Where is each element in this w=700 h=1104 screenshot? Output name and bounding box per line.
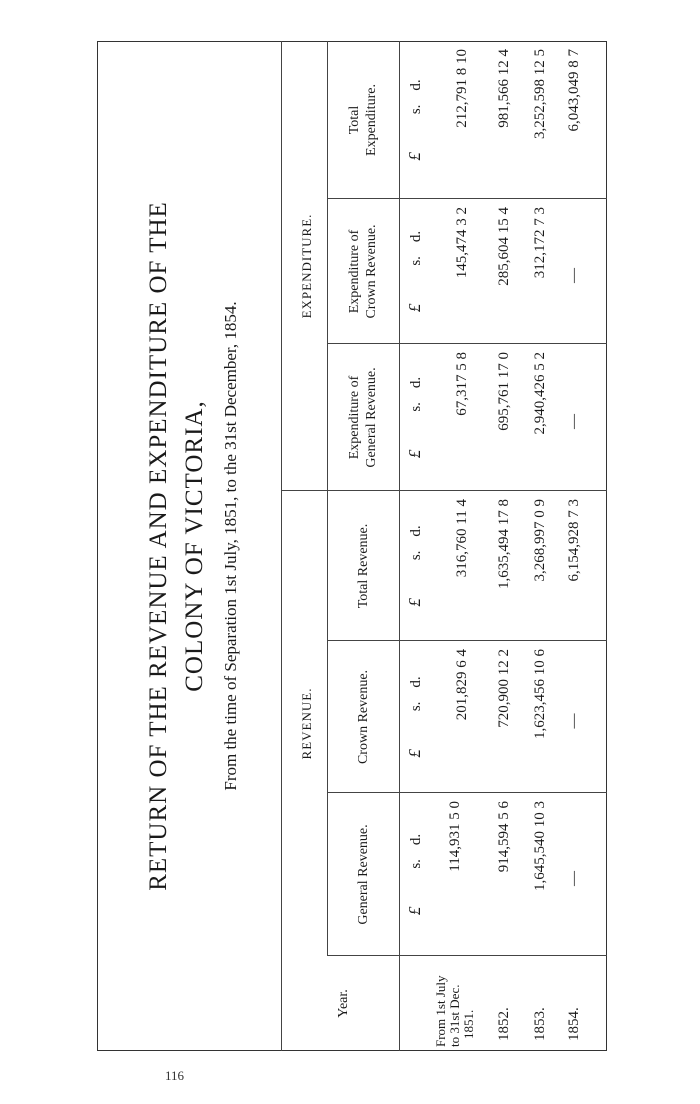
cell-total-expenditure: 3,252,598 12 5 xyxy=(532,49,548,139)
units-exp-general: £s.d. xyxy=(405,376,424,459)
cell-exp-general: — xyxy=(566,414,582,429)
cell-crown-revenue: 720,900 12 2 xyxy=(496,649,512,728)
group-expenditure: EXPENDITURE. xyxy=(299,213,314,319)
cell-exp-crown: — xyxy=(566,268,582,283)
cell-crown-revenue: 1,623,456 10 6 xyxy=(532,649,548,739)
year-cell-1853: 1853. xyxy=(532,1007,548,1041)
cell-general-revenue: 114,931 5 0 xyxy=(447,801,463,872)
cell-total-expenditure: 981,566 12 4 xyxy=(496,49,512,128)
cell-total-revenue: 1,635,494 17 8 xyxy=(496,499,512,589)
units-general-revenue: £s.d. xyxy=(405,833,424,916)
title-line-2: COLONY OF VICTORIA, xyxy=(181,400,208,692)
rule-below-title xyxy=(281,41,282,1051)
subtitle: From the time of Separation 1st July, 1851, to the 31st December, 1854. xyxy=(221,301,240,791)
header-total-revenue: Total Revenue. xyxy=(355,523,371,609)
page-number: 116 xyxy=(165,1068,185,1083)
header-general-revenue: General Revenue. xyxy=(355,824,371,925)
cell-exp-crown: 145,474 3 2 xyxy=(454,207,470,279)
header-exp-crown: Expenditure of Crown Revenue. xyxy=(347,224,379,319)
cell-crown-revenue: — xyxy=(566,713,582,729)
group-revenue: REVENUE. xyxy=(299,687,314,760)
year-cell-1854: 1854. xyxy=(566,1007,582,1041)
cell-general-revenue: — xyxy=(566,871,582,886)
header-crown-revenue: Crown Revenue. xyxy=(355,669,371,765)
cell-exp-general: 2,940,426 5 2 xyxy=(532,352,548,435)
cell-exp-crown: 285,604 15 4 xyxy=(496,207,512,286)
cell-crown-revenue: 201,829 6 4 xyxy=(454,649,470,721)
cell-total-expenditure: 6,043,049 8 7 xyxy=(566,49,582,132)
cell-total-expenditure: 212,791 8 10 xyxy=(454,49,470,128)
cell-exp-general: 695,761 17 0 xyxy=(496,352,512,431)
units-total-expenditure: £s.d. xyxy=(405,79,424,161)
cell-total-revenue: 316,760 11 4 xyxy=(454,499,470,578)
cell-general-revenue: 1,645,540 10 3 xyxy=(532,801,548,891)
rotated-table-page xyxy=(97,41,607,1051)
header-year: Year. xyxy=(335,989,351,1018)
units-total-revenue: £s.d. xyxy=(405,525,424,607)
cell-general-revenue: 914,594 5 6 xyxy=(496,801,512,873)
units-crown-revenue: £s.d. xyxy=(405,676,424,758)
header-total-expenditure: Total Expenditure. xyxy=(347,84,379,156)
cell-total-revenue: 3,268,997 0 9 xyxy=(532,499,548,582)
title-line-1: RETURN OF THE REVENUE AND EXPENDITURE OF THE xyxy=(145,201,172,891)
units-exp-crown: £s.d. xyxy=(405,230,424,313)
cell-exp-general: 67,317 5 8 xyxy=(454,352,470,416)
cell-total-revenue: 6,154,928 7 3 xyxy=(566,499,582,582)
cell-exp-crown: 312,172 7 3 xyxy=(532,207,548,279)
year-cell-1851: From 1st July to 31st Dec. 1851. xyxy=(433,975,476,1047)
year-cell-1852: 1852. xyxy=(496,1007,512,1041)
header-exp-general: Expenditure of General Revenue. xyxy=(347,367,379,468)
